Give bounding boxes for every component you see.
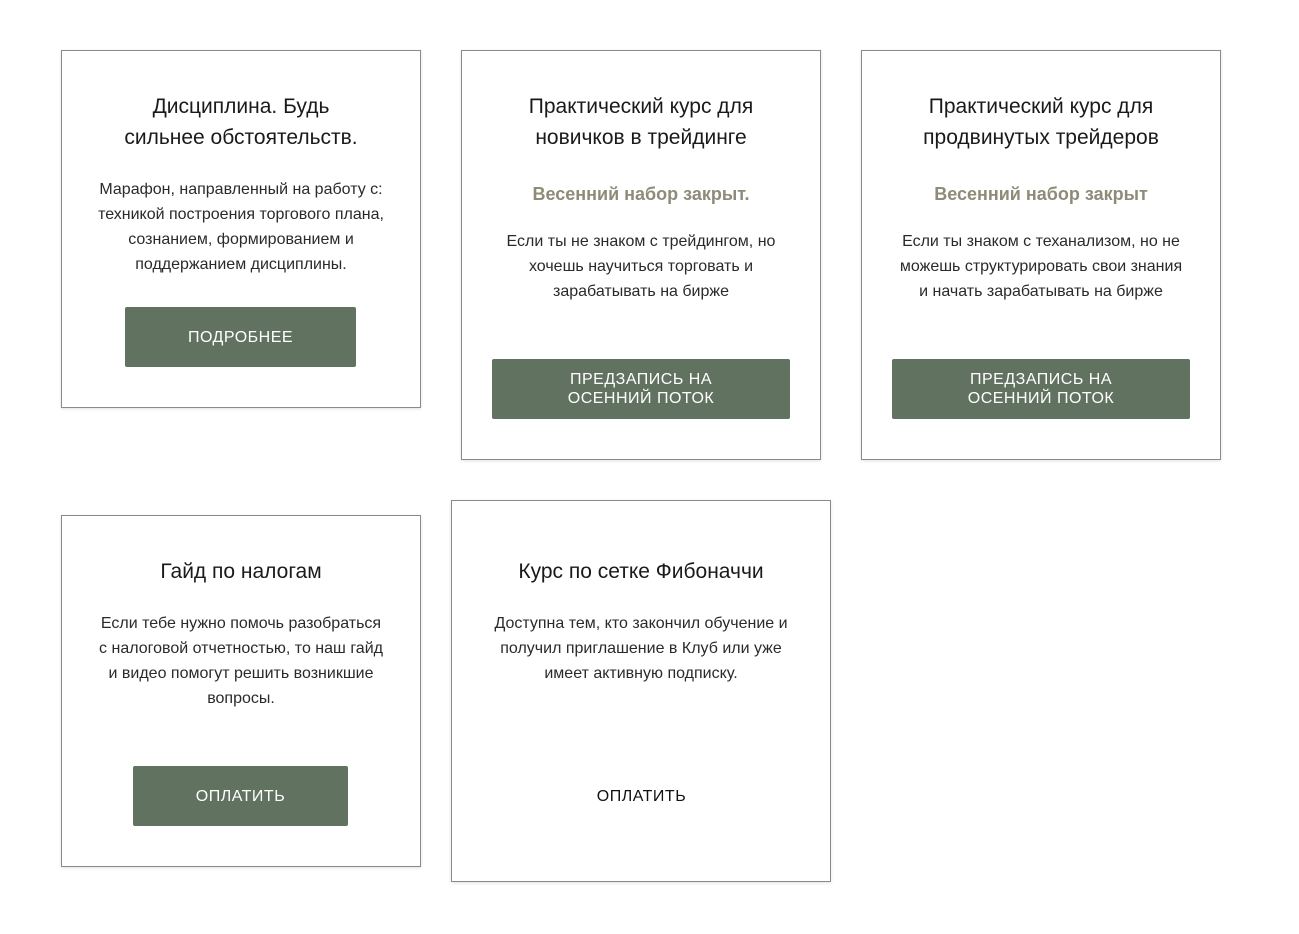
details-button[interactable]: ПОДРОБНЕЕ xyxy=(125,307,356,367)
card-description: Если тебе нужно помочь разобраться с налоговой отчетностью, то наш гайд и видео помогут решить возникшие вопросы. xyxy=(99,615,383,707)
card-description: Доступна тем, кто закончил обучение и получил приглашение в Клуб или уже имеет активную подписку. xyxy=(494,615,788,682)
pay-button[interactable]: ОПЛАТИТЬ xyxy=(133,766,348,826)
card-title: Практический курс для новичков в трейдинге xyxy=(528,95,754,149)
card-title: Гайд по налогам xyxy=(160,560,322,583)
card-title: Практический курс для продвинутых трейдеров xyxy=(923,95,1159,149)
card-description: Если ты не знаком с трейдингом, но хочешь научиться торговать и зарабатывать на бирже xyxy=(506,233,776,300)
enrollment-status: Весенний набор закрыт. xyxy=(532,184,750,204)
preregister-autumn-button[interactable]: ПРЕДЗАПИСЬ НА ОСЕННИЙ ПОТОК xyxy=(892,359,1190,419)
card-title: Курс по сетке Фибоначчи xyxy=(518,560,764,583)
card-advanced-course xyxy=(861,50,1221,460)
card-discipline xyxy=(61,50,421,408)
preregister-autumn-button[interactable]: ПРЕДЗАПИСЬ НА ОСЕННИЙ ПОТОК xyxy=(492,359,790,419)
card-description: Марафон, направленный на работу с: техникой построения торгового плана, сознанием, формированием и поддержанием дисциплины. xyxy=(98,181,384,273)
enrollment-status: Весенний набор закрыт xyxy=(934,184,1148,204)
card-description: Если ты знаком с теханализом, но не можешь структурировать свои знания и начать зарабатывать на бирже xyxy=(899,233,1183,300)
card-tax-guide xyxy=(61,515,421,867)
card-title: Дисциплина. Будь сильнее обстоятельств. xyxy=(124,95,358,149)
card-fibonacci-course xyxy=(451,500,831,882)
card-beginner-course xyxy=(461,50,821,460)
pay-button[interactable]: ОПЛАТИТЬ xyxy=(534,766,749,826)
